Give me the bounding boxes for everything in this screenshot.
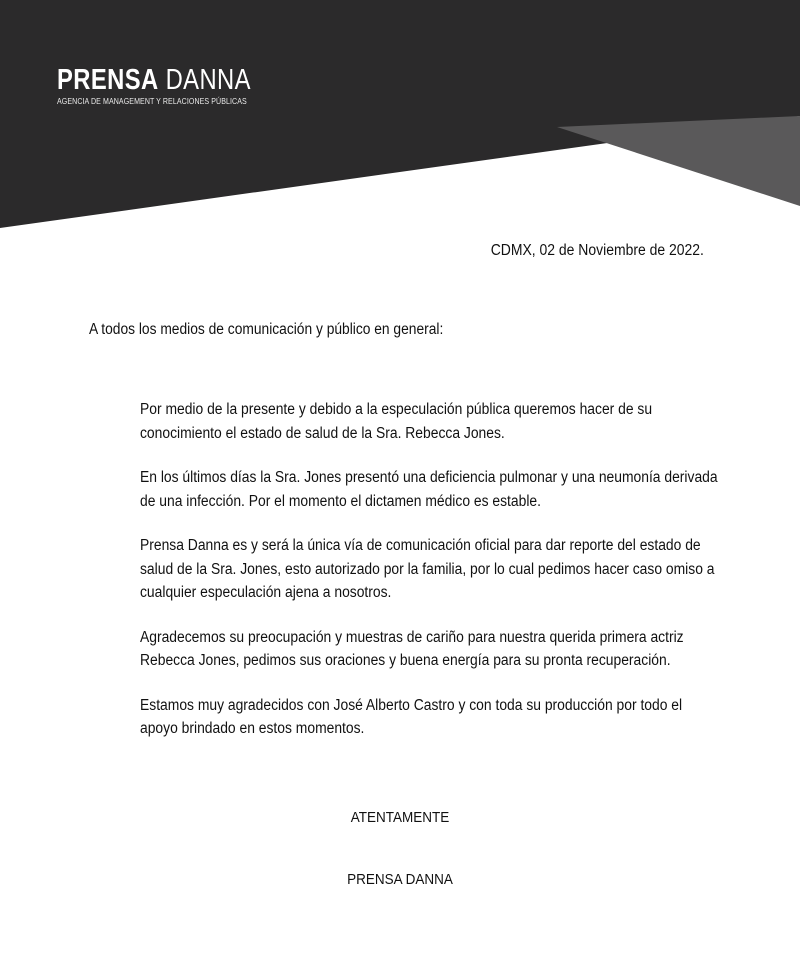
- logo-name: [57, 64, 251, 96]
- letter-paragraph: Por medio de la presente y debido a la especulación pública queremos hacer de su conocimiento el estado de salud de la Sra. Rebecca Jones.: [140, 401, 653, 442]
- letter-paragraph: Agradecemos su preocupación y muestras de cariño para nuestra querida primera actriz Rebecca Jones, pedimos sus oraciones y buena energía para su pronta recuperación.: [140, 628, 684, 669]
- logo-tagline: AGENCIA DE MANAGEMENT Y RELACIONES PÚBLICAS: [57, 96, 247, 106]
- letter-body: [140, 398, 718, 762]
- logo-name-light: DANNA: [165, 64, 251, 96]
- header-accent-triangle: [557, 116, 800, 206]
- letter-paragraph: Prensa Danna es y será la única vía de comunicación oficial para dar reporte del estado de salud de la Sra. Jones, esto autorizado por la familia, por lo cual pedimos hacer caso omiso a cualquier especulación ajena a nosotros.: [140, 537, 715, 601]
- letter-salutation: A todos los medios de comunicación y público en general:: [89, 321, 444, 338]
- letter-date: CDMX, 02 de Noviembre de 2022.: [490, 242, 704, 259]
- logo-name-bold: PRENSA: [57, 64, 159, 96]
- header-banner: [0, 0, 800, 240]
- header-dark-band: [0, 0, 800, 228]
- company-logo: [57, 64, 293, 106]
- letter-paragraph: Estamos muy agradecidos con José Alberto Castro y con toda su producción por todo el apoyo brindado en estos momentos.: [140, 696, 683, 737]
- letter-signature: PRENSA DANNA: [347, 871, 453, 888]
- letter-paragraph: En los últimos días la Sra. Jones presentó una deficiencia pulmonar y una neumonía derivada de una infección. Por el momento el dictamen médico es estable.: [140, 469, 718, 510]
- letter-closing: ATENTAMENTE: [350, 809, 450, 826]
